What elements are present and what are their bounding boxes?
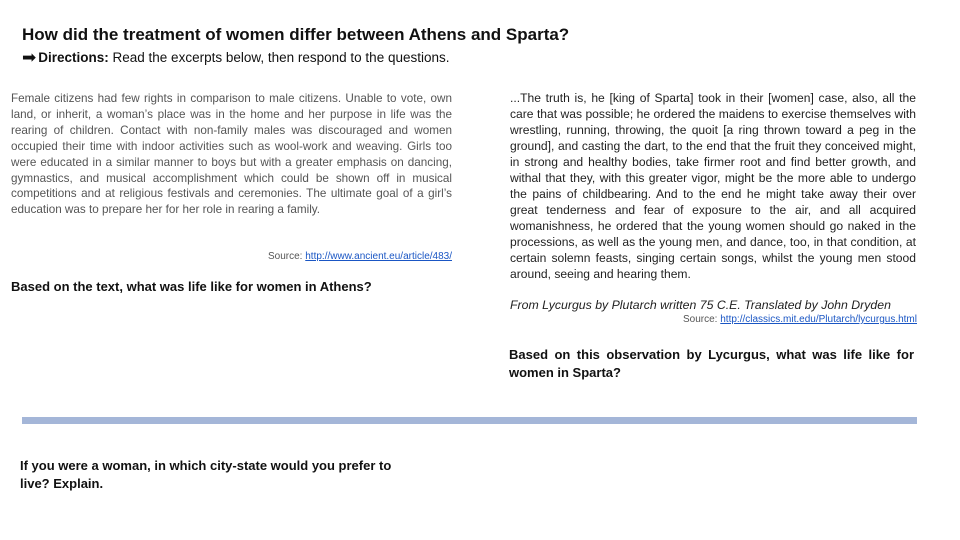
sparta-source-link[interactable]: http://classics.mit.edu/Plutarch/lycurgus.html [720,314,917,325]
final-question: If you were a woman, in which city-state would you prefer to live? Explain. [20,458,392,491]
page-title: How did the treatment of women differ between Athens and Sparta? [22,25,570,44]
section-divider [22,417,917,424]
sparta-question: Based on this observation by Lycurgus, what was life like for women in Sparta? [509,347,914,380]
arrow-right-icon: ➡ [22,48,37,67]
directions [22,47,450,67]
directions-label: Directions: [38,50,109,65]
sparta-excerpt: ...The truth is, he [king of Sparta] took in their [women] case, also, all the care that was possible; he ordered the maidens to exercise themselves with wrestling, running, throwing, the quoit [a ring thrown toward a peg in the ground], and casting the dart, to the end that the fruit they conceived might, in strong and healthy bodies, take firmer root and find better growth, and withal that they, with this greater vigor, might be the more able to undergo the pains of childbearing. And to the end he might take away their over great tenderness and fear of exposure to the air, and all acquired womanishness, he ordered that the young women should go naked in the processions, as well as the young men, and dance, too, in that condition, at certain solemn feasts, singing certain songs, whilst the young men stood around, seeing and hearing them. [510,91,916,281]
athens-question: Based on the text, what was life like for women in Athens? [11,279,372,294]
directions-text: Read the excerpts below, then respond to the questions. [108,50,450,65]
athens-source [268,251,452,262]
sparta-source [683,314,917,325]
athens-source-link[interactable]: http://www.ancient.eu/article/483/ [305,251,452,262]
sparta-citation: From Lycurgus by Plutarch written 75 C.E. Translated by John Dryden [510,298,891,312]
sparta-source-label: Source: [683,314,721,325]
athens-excerpt: Female citizens had few rights in comparison to male citizens. Unable to vote, own land, or inherit, a woman’s place was in the home and her purpose in life was the rearing of children. Contact with non-family males was discouraged and women occupied their time with indoor activities such as wool-work and weaving. Girls too were educated in a similar manner to boys but with a greater emphasis on dancing, gymnastics, and musical accomplishment which could be shown off in musical competitions and at religious festivals and ceremonies. The ultimate goal of a girl’s education was to prepare her for her role in rearing a family. [11,92,452,217]
athens-source-label: Source: [268,251,306,262]
